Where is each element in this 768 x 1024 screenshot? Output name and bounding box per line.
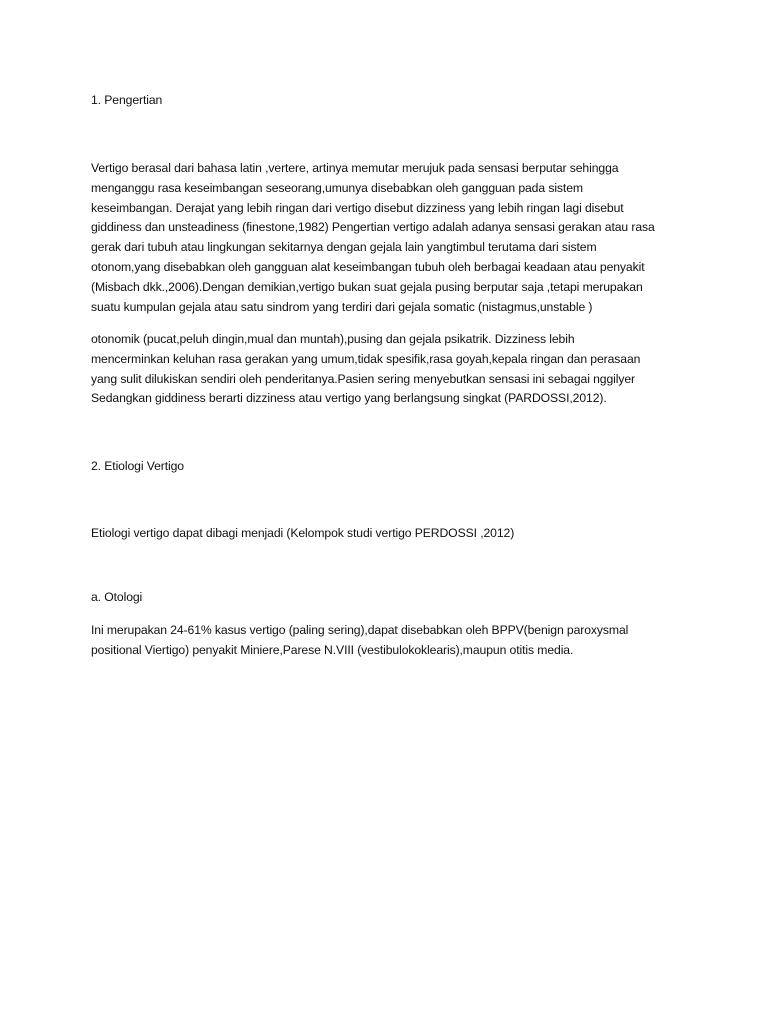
heading-text: a. Otologi — [91, 590, 143, 604]
paragraph-line: suatu kumpulan gejala atau satu sindrom yang terdiri dari gejala somatic (nistagmus,unstable ) — [91, 299, 593, 314]
paragraph-line: Etiologi vertigo dapat dibagi menjadi (Kelompok studi vertigo PERDOSSI ,2012) — [91, 526, 515, 540]
heading-pengertian — [91, 91, 681, 111]
paragraph-symptoms — [91, 330, 681, 409]
paragraph-line: Vertigo berasal dari bahasa latin ,vertere, artinya memutar merujuk pada sensasi berputar sehingga — [91, 161, 619, 175]
paragraph-line: otonomik (pucat,peluh dingin,mual dan muntah),pusing dan gejala psikatrik. Dizziness lebih — [91, 332, 575, 346]
paragraph-line: Ini merupakan 24-61% kasus vertigo (paling sering),dapat disebabkan oleh BPPV(benign paroxysmal — [91, 623, 629, 637]
paragraph-line: Sedangkan giddiness berarti dizziness atau vertigo yang berlangsung singkat (PARDOSSI,2012). — [91, 391, 607, 406]
heading-etiologi — [91, 457, 681, 477]
paragraph-otologi — [91, 621, 681, 661]
heading-otologi — [91, 588, 681, 608]
paragraph-line: otonom,yang disebabkan oleh gangguan alat keseimbangan tubuh oleh berbagai keadaan atau penyakit — [91, 259, 645, 274]
paragraph-line: (Misbach dkk.,2006).Dengan demikian,vertigo bukan suat gejala pusing berputar saja ,tetapi merupakan — [91, 279, 643, 294]
paragraph-etiologi-intro — [91, 524, 681, 544]
paragraph-line: giddiness dan unsteadiness (finestone,1982) Pengertian vertigo adalah adanya sensasi gerakan atau rasa — [91, 220, 655, 235]
heading-text: 1. Pengertian — [91, 93, 163, 107]
heading-text: 2. Etiologi Vertigo — [91, 459, 184, 473]
paragraph-definition — [91, 159, 681, 317]
paragraph-line: keseimbangan. Derajat yang lebih ringan dari vertigo disebut dizziness yang lebih ringan lagi disebut — [91, 200, 624, 215]
paragraph-line: yang sulit dilukiskan sendiri oleh penderitanya.Pasien sering menyebutkan sensasi ini sebagai nggilyer — [91, 371, 635, 386]
paragraph-line: positional Viertigo) penyakit Miniere,Parese N.VIII (vestibulokoklearis),maupun otitis media. — [91, 642, 574, 657]
paragraph-line: menganggu rasa keseimbangan seseorang,umunya disebabkan oleh gangguan pada sistem — [91, 180, 583, 195]
paragraph-line: gerak dari tubuh atau lingkungan sekitarnya dengan gejala lain yangtimbul terutama dari sistem — [91, 240, 597, 255]
paragraph-line: mencerminkan keluhan rasa gerakan yang umum,tidak spesifik,rasa goyah,kepala ringan dan perasaan — [91, 351, 641, 366]
